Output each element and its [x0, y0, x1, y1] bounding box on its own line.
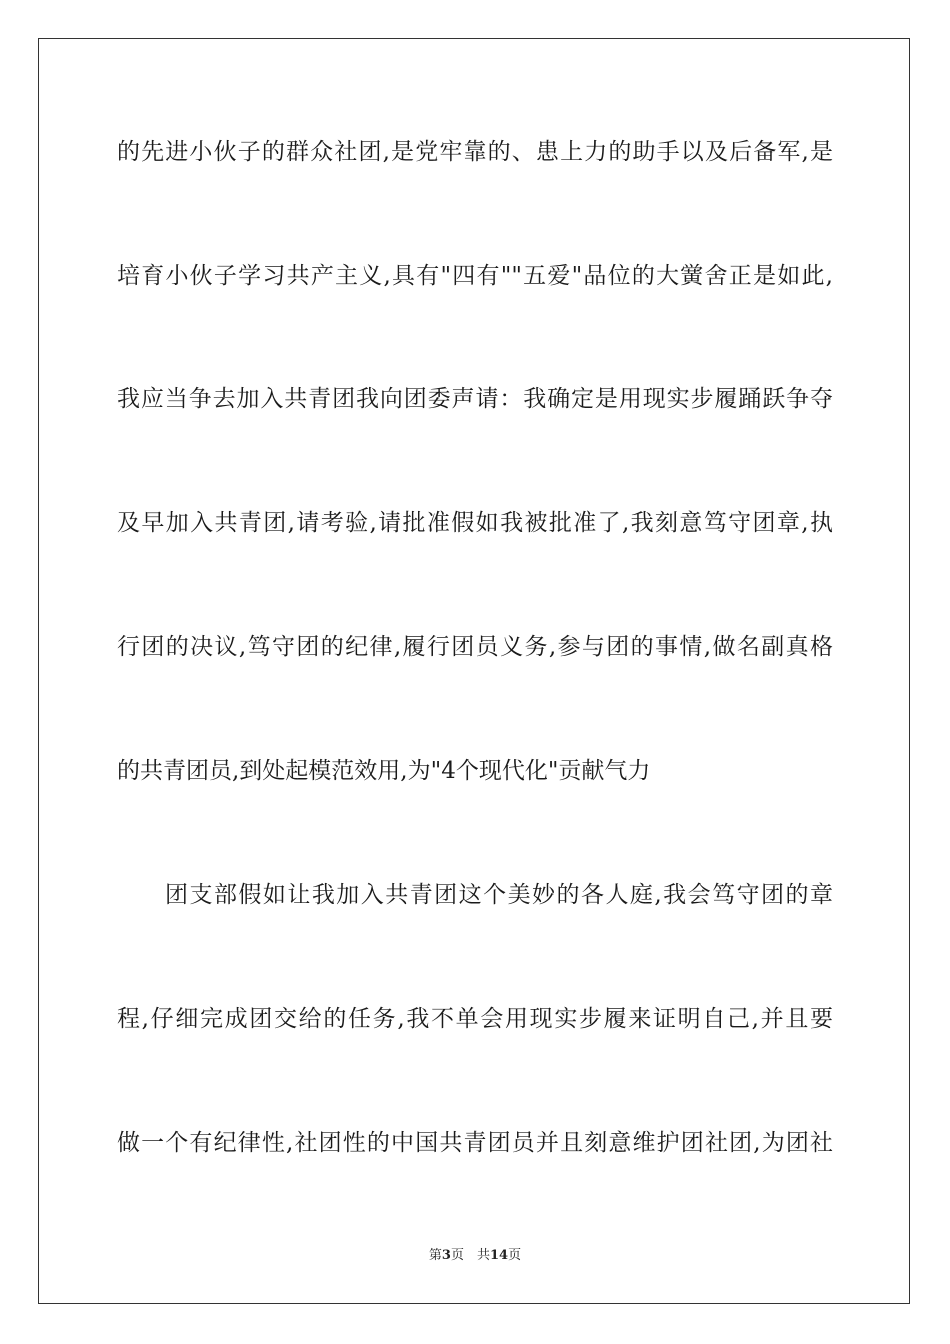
footer-page-prefix: 第	[428, 1248, 442, 1263]
text-line-6: 的共青团员,到处起模范效用,为"4个现代化"贡献气力	[117, 758, 651, 784]
text-line-4: 及早加入共青团,请考验,请批准假如我被批准了,我刻意笃守团章,执	[117, 510, 833, 536]
footer-page-suffix: 页	[508, 1248, 522, 1263]
text-line-2: 培育小伙子学习共产主义,具有"四有""五爱"品位的大黉舍正是如此,	[117, 263, 833, 289]
text-line-5: 行团的决议,笃守团的纪律,履行团员义务,参与团的事情,做名副真格	[117, 634, 833, 660]
page-frame	[38, 38, 910, 1304]
page-number-footer	[0, 1247, 950, 1265]
footer-page-total: 14	[489, 1248, 509, 1263]
text-line-7: 团支部假如让我加入共青团这个美妙的各人庭,我会笃守团的章	[165, 882, 833, 908]
text-line-1: 的先进小伙子的群众社团,是党牢靠的、患上力的助手以及后备军,是	[117, 139, 833, 165]
text-line-9: 做一个有纪律性,社团性的中国共青团员并且刻意维护团社团,为团社	[117, 1130, 833, 1156]
text-line-8: 程,仔细完成团交给的任务,我不单会用现实步履来证明自己,并且要	[117, 1006, 833, 1032]
footer-page-current: 3	[441, 1248, 451, 1263]
text-line-3: 我应当争去加入共青团我向团委声请：我确定是用现实步履踊跃争夺	[117, 386, 833, 412]
footer-page-mid: 页 共	[450, 1248, 490, 1263]
